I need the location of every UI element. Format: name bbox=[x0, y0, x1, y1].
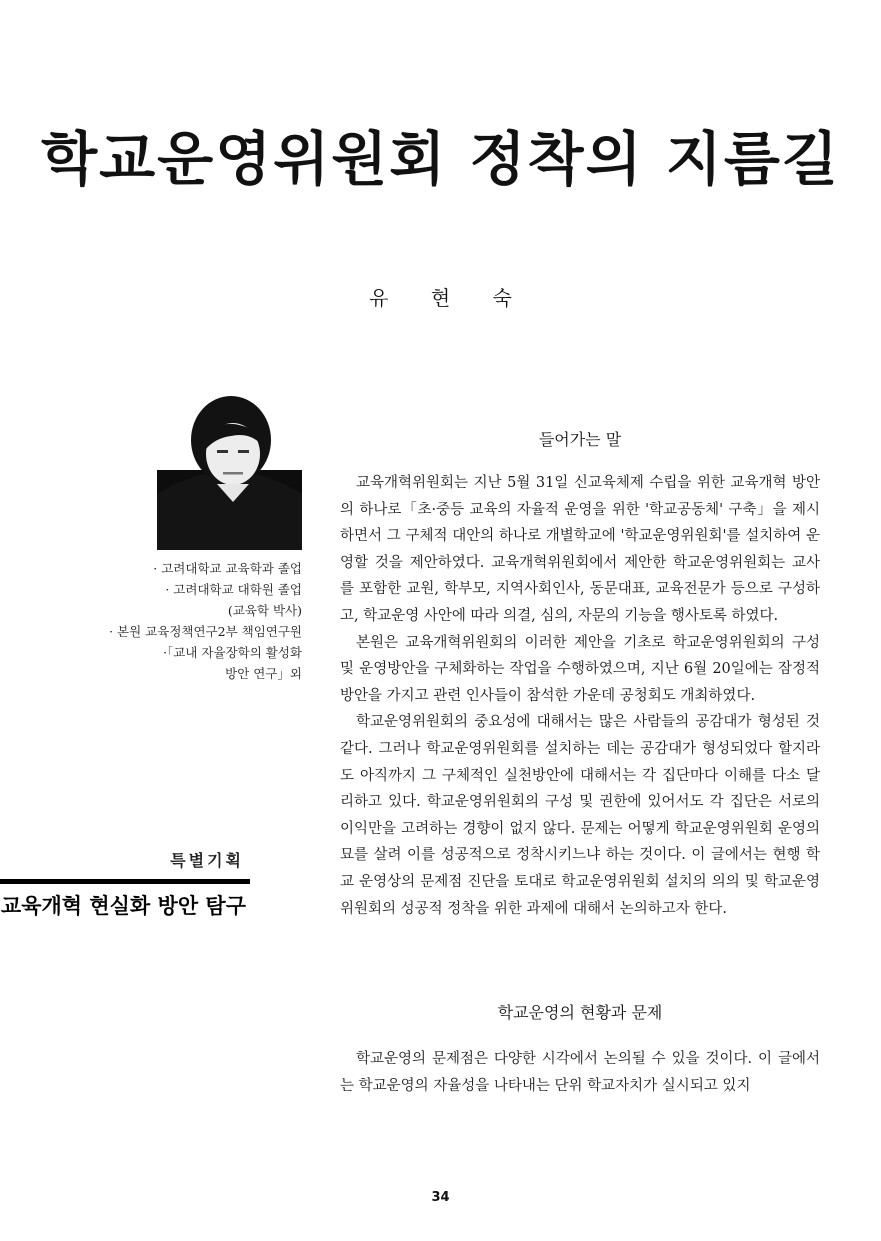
bio-line: 방안 연구」외 bbox=[225, 666, 302, 681]
special-feature-box bbox=[0, 848, 250, 920]
author-bio bbox=[100, 558, 302, 684]
special-feature-title: 교육개혁 현실화 방안 탐구 bbox=[0, 894, 246, 918]
body-paragraph: 학교운영의 문제점은 다양한 시각에서 논의될 수 있을 것이다. 이 글에서는 학교운영의 자율성을 나타내는 단위 학교자치가 실시되고 있지 bbox=[340, 1051, 820, 1094]
bio-line: · 본원 교육정책연구2부 책임연구원 bbox=[109, 624, 302, 639]
special-feature-divider bbox=[0, 879, 250, 884]
author-name: 유 현 숙 bbox=[369, 286, 530, 310]
body-paragraph: 본원은 교육개혁위원회의 이러한 제안을 기초로 학교운영위원회의 구성 및 운영방안을 구체화하는 작업을 수행하였으며, 지난 6월 20일에는 잠정적 방안을 가지고 관련 인사들이 참석한 가운데 공청회도 개최하였다. bbox=[340, 634, 820, 704]
author-photo bbox=[157, 392, 302, 550]
bio-line: ·「교내 자율장학의 활성화 bbox=[163, 645, 302, 660]
article-title: 학교운영위원회 정착의 지름길 bbox=[41, 125, 840, 193]
section-body-status bbox=[340, 1046, 820, 1099]
section-heading-intro: 들어가는 말 bbox=[538, 430, 622, 449]
special-feature-label: 특별기획 bbox=[170, 851, 244, 870]
section-body-intro bbox=[340, 470, 820, 922]
section-heading-status: 학교운영의 현황과 문제 bbox=[497, 1003, 663, 1022]
page-number: 34 bbox=[431, 1190, 450, 1205]
bio-line: · 고려대학교 대학원 졸업 bbox=[165, 582, 302, 597]
body-paragraph: 교육개혁위원회는 지난 5월 31일 신교육체제 수립을 위한 교육개혁 방안의 하나로「초·중등 교육의 자율적 운영을 위한 '학교공동체' 구축」을 제시하면서 그 구체적 대안의 하나로 개별학교에 '학교운영위원회'를 설치하여 운영할 것을 제안하였다. 교육개혁위원회에서 제안한 학교운영위원회는 교사를 포함한 교원, 학부모, 지역사회인사, 동문대표, 교육전문가 등으로 구성하고, 학교운영 사안에 따라 의결, 심의, 자문의 기능을 행사토록 하였다. bbox=[340, 475, 820, 624]
bio-line: (교육학 박사) bbox=[227, 603, 302, 618]
body-paragraph: 학교운영위원회의 중요성에 대해서는 많은 사람들의 공감대가 형성된 것 같다. 그러나 학교운영위원회를 설치하는 데는 공감대가 형성되었다 할지라도 아직까지 그 구체적인 실천방안에 대해서는 각 집단마다 이해를 다소 달리하고 있다. 학교운영위원회의 구성 및 권한에 있어서도 각 집단은 서로의 이익만을 고려하는 경향이 없지 않다. 문제는 어떻게 학교운영위원회 운영의 묘를 살려 이를 성공적으로 정착시키느냐 하는 것이다. 이 글에서는 현행 학교 운영상의 문제점 진단을 토대로 학교운영위원회 설치의 의의 및 학교운영위원회의 성공적 정착을 위한 과제에 대해서 논의하고자 한다. bbox=[340, 714, 820, 917]
bio-line: · 고려대학교 교육학과 졸업 bbox=[153, 561, 302, 576]
